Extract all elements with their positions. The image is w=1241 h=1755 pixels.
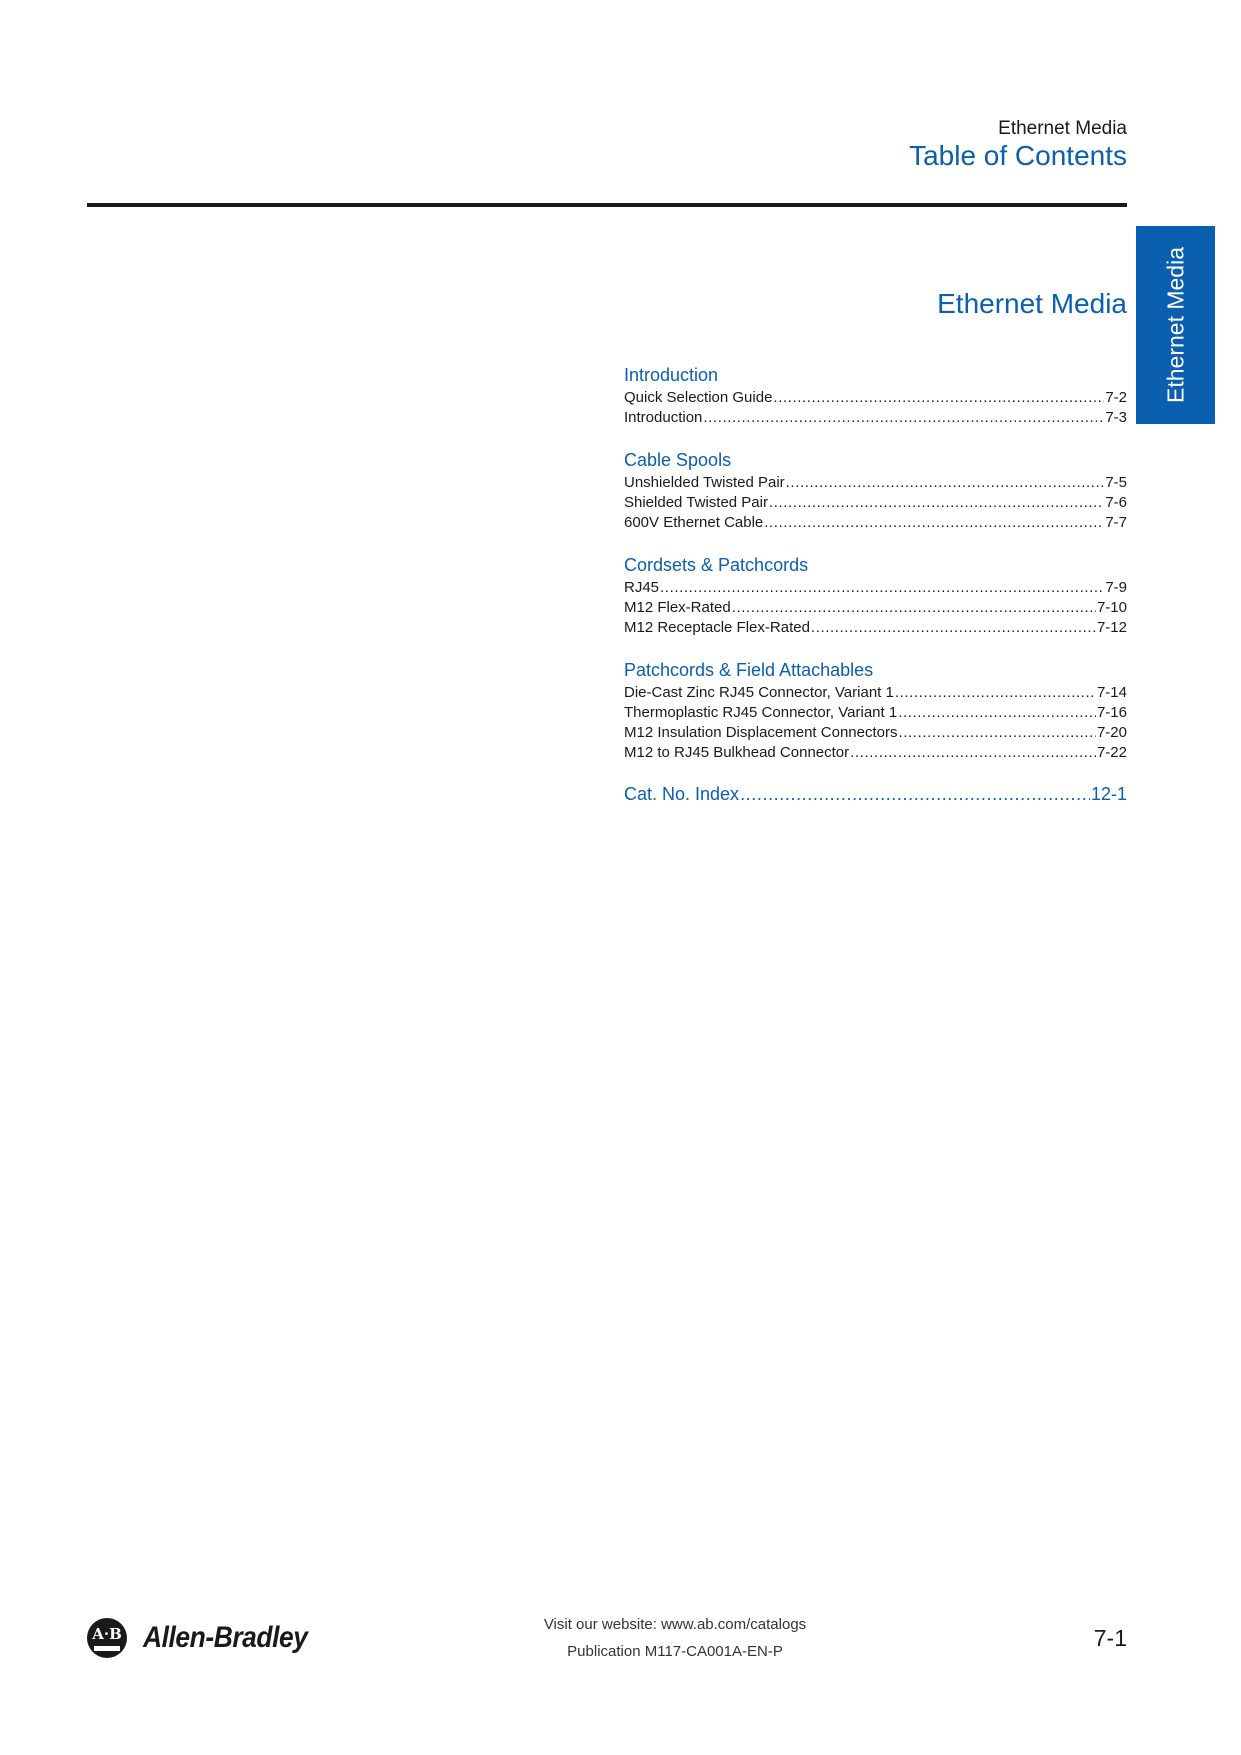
toc-entry[interactable]: [624, 743, 1127, 763]
toc-entry[interactable]: [624, 618, 1127, 638]
side-tab[interactable]: [1136, 226, 1215, 424]
toc-entry[interactable]: [624, 578, 1127, 598]
toc-entry-label: Die-Cast Zinc RJ45 Connector, Variant 1: [624, 684, 894, 701]
toc-heading[interactable]: Patchcords & Field Attachables: [624, 660, 874, 680]
toc-index-label: Cat. No. Index: [624, 784, 740, 804]
toc-entry-label: M12 to RJ45 Bulkhead Connector: [624, 744, 850, 761]
toc-entry[interactable]: [624, 493, 1127, 513]
toc-group: [624, 447, 1127, 533]
toc-leader-dots: [898, 723, 1095, 743]
toc-entry-label: M12 Receptacle Flex-Rated: [624, 619, 810, 636]
toc-entry[interactable]: [624, 388, 1127, 408]
footer-website[interactable]: Visit our website: www.ab.com/catalogs: [543, 1616, 807, 1633]
page-title: Table of Contents: [909, 140, 1127, 171]
toc-entry-page: 7-20: [1096, 724, 1127, 741]
toc-entry-label: Thermoplastic RJ45 Connector, Variant 1: [624, 704, 898, 721]
toc-entry[interactable]: [624, 683, 1127, 703]
toc-leader-dots: [898, 703, 1096, 723]
toc-entry-page: 7-9: [1105, 579, 1127, 596]
toc-leader-dots: [773, 388, 1104, 408]
toc-group: [624, 657, 1127, 763]
header-divider: [87, 203, 1127, 207]
toc-group: [624, 552, 1127, 638]
toc-leader-dots: [660, 578, 1104, 598]
toc-entry-label: M12 Flex-Rated: [624, 599, 731, 616]
ab-badge-text: A·B: [92, 1625, 122, 1643]
toc-entry-label: 600V Ethernet Cable: [624, 514, 764, 531]
toc-heading[interactable]: Cordsets & Patchcords: [624, 555, 809, 575]
toc-entry-page: 7-22: [1096, 744, 1127, 761]
toc-entry-page: 7-12: [1096, 619, 1127, 636]
ab-badge-band: [94, 1646, 120, 1651]
toc-entry-label: RJ45: [624, 579, 660, 596]
toc-leader-dots: [786, 473, 1105, 493]
toc-entry-label: Shielded Twisted Pair: [624, 494, 768, 511]
toc-entry[interactable]: [624, 598, 1127, 618]
toc-entry-page: 7-5: [1105, 474, 1127, 491]
toc-heading[interactable]: Introduction: [624, 365, 719, 385]
toc-entry-page: 7-14: [1096, 684, 1127, 701]
toc-leader-dots: [850, 743, 1096, 763]
toc-entry-page: 7-16: [1096, 704, 1127, 721]
toc-leader-dots: [811, 618, 1096, 638]
toc-leader-dots: [740, 782, 1090, 806]
section-title: Ethernet Media: [937, 288, 1127, 319]
toc-entry-page: 7-6: [1105, 494, 1127, 511]
toc-entry[interactable]: [624, 703, 1127, 723]
toc-entry-label: Introduction: [624, 409, 703, 426]
toc-group: [624, 362, 1127, 428]
toc-entry-label: M12 Insulation Displacement Connectors: [624, 724, 898, 741]
toc-entry-page: 7-10: [1096, 599, 1127, 616]
toc-leader-dots: [764, 513, 1104, 533]
side-tab-label: Ethernet Media: [1162, 247, 1188, 403]
header-subtitle: Ethernet Media: [998, 118, 1127, 139]
footer-publication: Publication M117-CA001A-EN-P: [567, 1643, 783, 1660]
toc-entry-label: Unshielded Twisted Pair: [624, 474, 785, 491]
logo-wordmark: Allen-Bradley: [143, 1621, 308, 1654]
toc-entry-page: 7-7: [1105, 514, 1127, 531]
toc-leader-dots: [732, 598, 1096, 618]
table-of-contents: [624, 362, 1127, 806]
toc-entry[interactable]: [624, 513, 1127, 533]
toc-entry[interactable]: [624, 723, 1127, 743]
toc-index-page: 12-1: [1090, 784, 1127, 804]
toc-entry-label: Quick Selection Guide: [624, 389, 773, 406]
page-number: 7-1: [1093, 1625, 1127, 1651]
toc-index-link[interactable]: [624, 782, 1127, 806]
toc-entry[interactable]: [624, 408, 1127, 428]
ab-badge-icon: [87, 1618, 127, 1658]
toc-heading[interactable]: Cable Spools: [624, 450, 732, 470]
toc-entry-page: 7-3: [1105, 409, 1127, 426]
toc-leader-dots: [703, 408, 1104, 428]
toc-leader-dots: [769, 493, 1104, 513]
toc-entry-page: 7-2: [1105, 389, 1127, 406]
toc-leader-dots: [895, 683, 1096, 703]
brand-logo: [87, 1618, 330, 1658]
toc-entry[interactable]: [624, 473, 1127, 493]
